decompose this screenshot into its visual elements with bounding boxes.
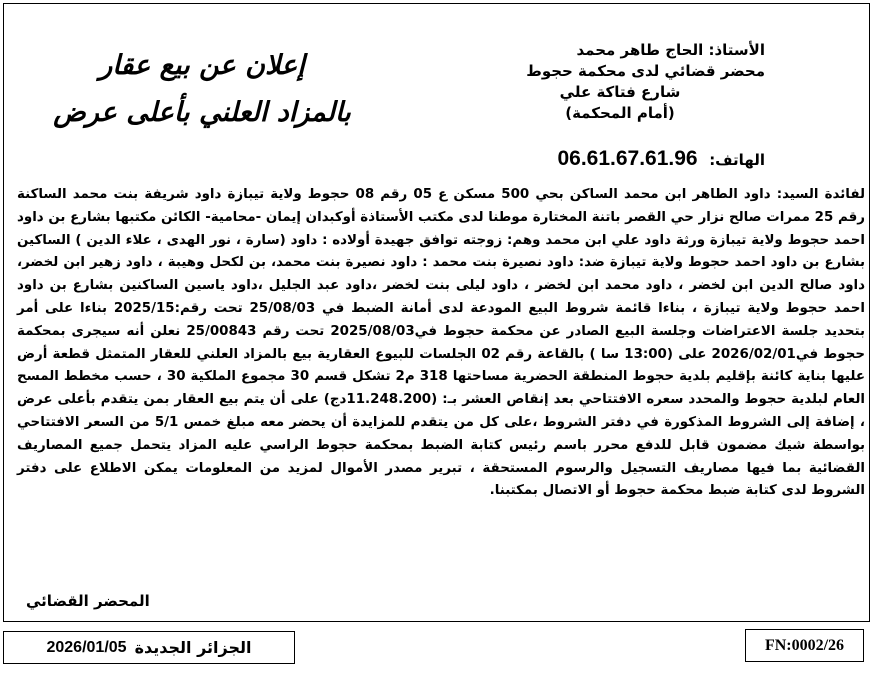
phone-row xyxy=(557,147,765,171)
fn-box xyxy=(745,629,864,662)
newspaper-name: الجزائر الجديدة xyxy=(134,638,252,657)
bailiff-header xyxy=(475,40,765,124)
bailiff-name: الأستاذ: الحاج طاهر محمد xyxy=(576,41,765,59)
title-line-1: إعلان عن بيع عقار xyxy=(99,50,305,81)
phone-label: الهاتف: xyxy=(709,151,765,169)
bailiff-street: شارع فتاكة علي xyxy=(559,83,681,101)
publication-date: 2026/01/05 xyxy=(46,638,127,656)
title-line-2: بالمزاد العلني بأعلى عرض xyxy=(53,97,351,128)
fn-number: FN:0002/26 xyxy=(764,636,845,654)
bailiff-location: (أمام المحكمة) xyxy=(565,104,675,122)
notice-title xyxy=(42,42,362,136)
newspaper-box xyxy=(3,631,295,664)
phone-number: 06.61.67.61.96 xyxy=(557,147,698,170)
notice-frame xyxy=(3,3,870,622)
signature: المحضر القضائي xyxy=(26,592,150,610)
bailiff-title: محضر قضائي لدى محكمة حجوط xyxy=(526,62,765,80)
notice-body: لفائدة السيد: داود الطاهر ابن محمد الساكن بحي 500 مسكن ع 05 رقم 08 حجوط ولاية تيبازة داود شريفة بنت محمد الساكنة رقم 25 ممرات صالح نزار حي القصر باتنة المختارة موطنا لدى مكتب الأستاذة أوكبدان إيمان -محامية- الكائن مكتبها بشارع بن داود احمد حجوط ولاية تيبازة ورثة داود علي ابن محمد وهم: زوجته توافق جهيدة أولاده : داود (سارة ، نور الهدى ، علاء الدين ) الساكين بشارع بن داود احمد حجوط ولاية تيبازة ضد: داود نصيرة بنت محمد : داود نصيرة بنت محمد، بن لكحل وهيبة ، داود زهير ابن لخضر، داود صالح الدين ابن لخضر ، داود محمد ابن لخضر ، داود ليلى بنت لخضر ،داود عبد الجليل ،داود ياسين الساكنين بشارع بن داود احمد حجوط ولاية تيبازة ، بناءا قائمة شروط البيع المودعة لدى أمانة الضبط في 25/08/03 تحت رقم:2025/15 بناءا على أمر بتحديد جلسة الاعتراضات وجلسة البيع الصادر عن محكمة حجوط في2025/08/03 تحت رقم 25/00843 نعلن أنه سيجرى بمحكمة حجوط في2026/02/01 على (13:00 سا ) بالقاعة رقم 02 الجلسات للبيوع العقارية بيع بالمزاد العلني للعقار المتمثل قطعة أرض عليها بناية كائنة بإقليم بلدية حجوط المنطقة الحضرية مساحتها 318 م2 تشكل قسم 30 مجموع الملكية 30 ، حسب مخطط المسح العام لبلدية حجوط والمحدد سعره الافتتاحي بعد إنقاص العشر بـ: (11.248.200دج) على أن يتم بيع العقار بمن يتقدم بأعلى عرض ، إضافة إلى الشروط المذكورة في دفتر الشروط ،على كل من يتقدم للمزايدة أن يحضر معه مبلغ خمس 5/1 من السعر الافتتاحي بواسطة شيك مضمون قابل للدفع محرر باسم رئيس كتابة الضبط بمحكمة حجوط الراسي عليه المزاد يتحمل جميع المصاريف القضائية بما فيها مصاريف التسجيل والرسوم المستحقة ، تبرير مصدر الأموال لمزيد من المعلومات يمكن الاطلاع على دفتر الشروط لدى كتابة ضبط محكمة حجوط أو الاتصال بمكتبنا. xyxy=(17,187,866,499)
